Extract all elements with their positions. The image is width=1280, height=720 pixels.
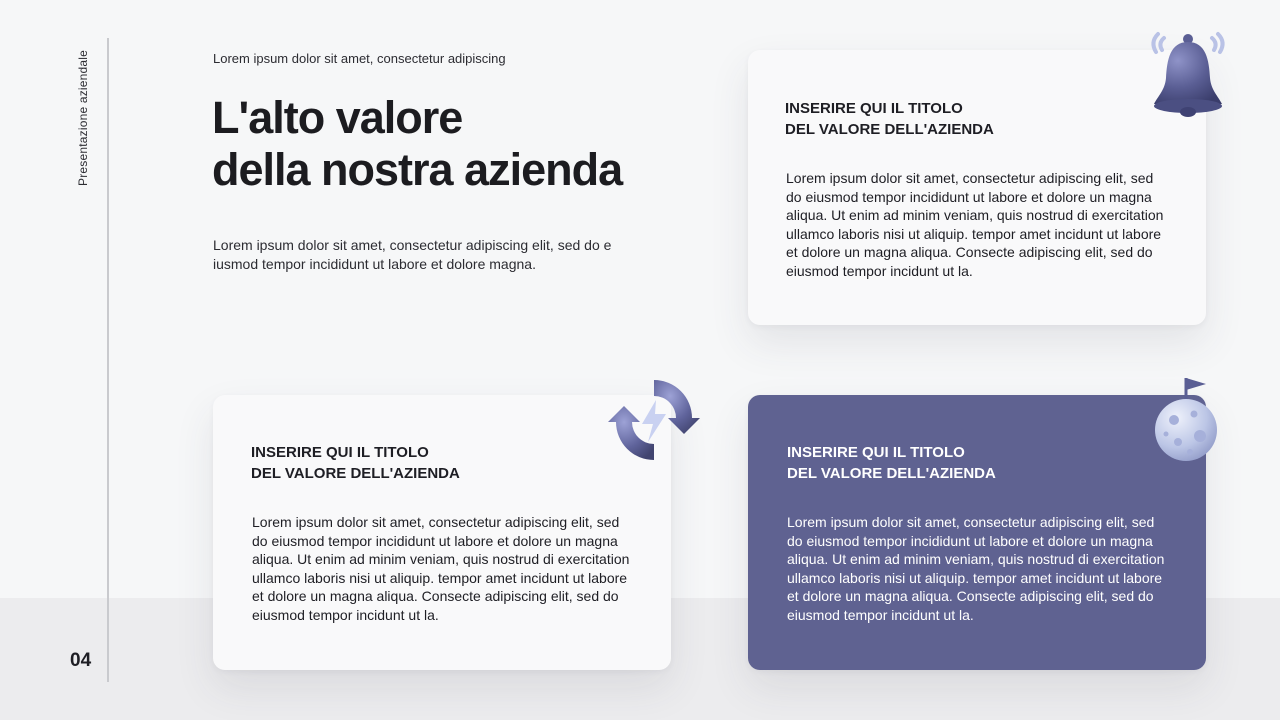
value-card-1 (748, 50, 1206, 325)
value-card-3-title: INSERIRE QUI IL TITOLO DEL VALORE DELL'AZIENDA (787, 444, 996, 482)
value-card-3-body: Lorem ipsum dolor sit amet, consectetur adipiscing elit, sed do eiusmod tempor incididunt ut labore et dolore un magna aliqua. Ut enim ad minim veniam, quis nostrud di exercitation ullamco laboris nisi ut aliquip. tempor amet incidunt ut labore et dolore un magna aliqua. Consecte adipiscing elit, sed do eiusmod tempor incidunt ut la. (787, 514, 1165, 623)
page-title-text: L'alto valore della nostra azienda (212, 92, 623, 195)
page-title (212, 92, 622, 196)
refresh-lightning-icon (606, 372, 702, 468)
value-card-1-body: Lorem ipsum dolor sit amet, consectetur adipiscing elit, sed do eiusmod tempor incididunt ut labore et dolore un magna aliqua. Ut enim ad minim veniam, quis nostrud di exercitation ullamco laboris nisi ut aliquip. tempor amet incidunt ut labore et dolore un magna aliqua. Consecte adipiscing elit, sed do eiusmod tempor incidunt ut la. (786, 170, 1164, 279)
page-number: 04 (70, 650, 92, 671)
value-card-1-title: INSERIRE QUI IL TITOLO DEL VALORE DELL'AZIENDA (785, 100, 994, 138)
header-kicker: Lorem ipsum dolor sit amet, consectetur adipiscing (213, 51, 506, 66)
intro-text: Lorem ipsum dolor sit amet, consectetur adipiscing elit, sed do e iusmod tempor incididunt ut labore et dolore magna. (213, 237, 612, 272)
value-card-2-title: INSERIRE QUI IL TITOLO DEL VALORE DELL'AZIENDA (251, 444, 460, 482)
moon-flag-icon (1146, 374, 1236, 466)
sidebar-label: Presentazione aziendale (76, 49, 90, 186)
bell-icon (1140, 26, 1236, 122)
vertical-divider (107, 38, 109, 682)
value-card-2 (213, 395, 671, 670)
value-card-3 (748, 395, 1206, 670)
value-card-2-body: Lorem ipsum dolor sit amet, consectetur adipiscing elit, sed do eiusmod tempor incididunt ut labore et dolore un magna aliqua. Ut enim ad minim veniam, quis nostrud di exercitation ullamco laboris nisi ut aliquip. tempor amet incidunt ut labore et dolore un magna aliqua. Consecte adipiscing elit, sed do eiusmod tempor incidunt ut la. (252, 514, 630, 623)
